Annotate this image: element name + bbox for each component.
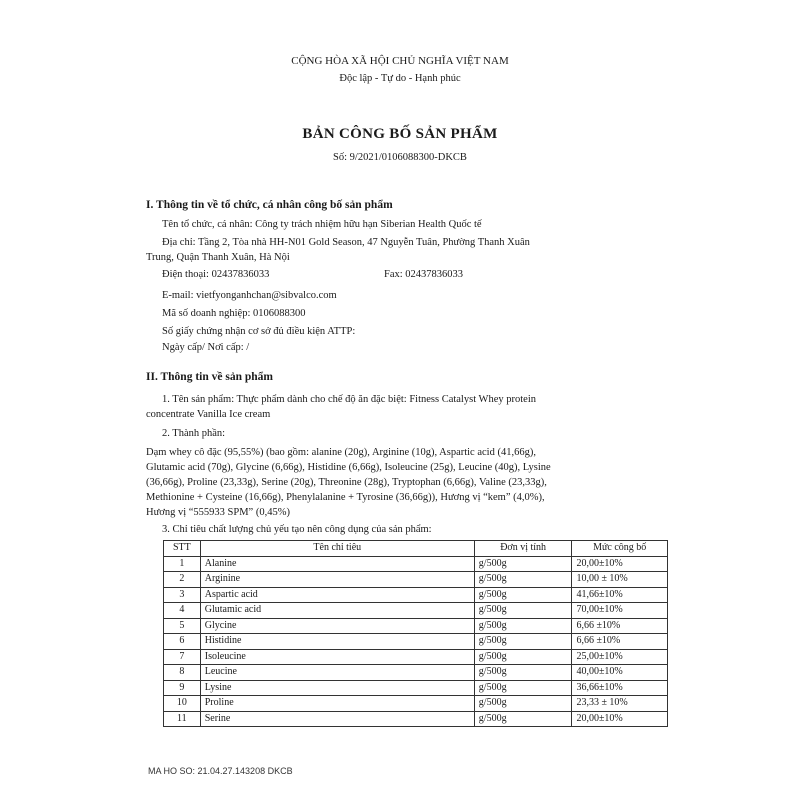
- ingredients-line: (36,66g), Proline (23,33g), Serine (20g), Threonine (28g), Tryptophan (6,66g), Valine (23,33g),: [146, 477, 547, 488]
- table-row: [164, 665, 668, 681]
- row-stt: 5: [164, 618, 201, 634]
- row-unit: g/500g: [474, 634, 572, 650]
- row-unit: g/500g: [474, 711, 572, 727]
- file-code-footer: MA HO SO: 21.04.27.143208 DKCB: [148, 766, 293, 776]
- row-stt: 4: [164, 603, 201, 619]
- table-header-row: [164, 541, 668, 557]
- quality-label: 3. Chỉ tiêu chất lượng chủ yếu tạo nên công dụng của sản phẩm:: [162, 524, 432, 535]
- row-value: 36,66±10%: [572, 680, 668, 696]
- table-row: [164, 680, 668, 696]
- table-row: [164, 618, 668, 634]
- row-name: Proline: [200, 696, 474, 712]
- ingredients-line: Methionine + Cysteine (16,66g), Phenylalanine + Tyrosine (36,66g)), Hương vị “kem” (4,0%),: [146, 492, 545, 503]
- row-stt: 11: [164, 711, 201, 727]
- row-stt: 10: [164, 696, 201, 712]
- row-stt: 8: [164, 665, 201, 681]
- header-name: Tên chỉ tiêu: [200, 541, 474, 557]
- row-unit: g/500g: [474, 680, 572, 696]
- ingredients-label: 2. Thành phần:: [162, 428, 226, 439]
- row-value: 70,00±10%: [572, 603, 668, 619]
- issue-date: Ngày cấp/ Nơi cấp: /: [162, 342, 250, 353]
- row-stt: 2: [164, 572, 201, 588]
- header-stt: STT: [164, 541, 201, 557]
- row-name: Glutamic acid: [200, 603, 474, 619]
- email: E-mail: vietfyonganhchan@sibvalco.com: [162, 290, 337, 301]
- row-value: 20,00±10%: [572, 556, 668, 572]
- section2-heading: II. Thông tin về sản phẩm: [146, 371, 273, 383]
- page-title: BẢN CÔNG BỐ SẢN PHẨM: [302, 126, 498, 142]
- org-name: Tên tổ chức, cá nhân: Công ty trách nhiệm hữu hạn Siberian Health Quốc tế: [162, 219, 482, 230]
- row-value: 40,00±10%: [572, 665, 668, 681]
- header-unit: Đơn vị tính: [474, 541, 572, 557]
- table-row: [164, 634, 668, 650]
- row-value: 6,66 ±10%: [572, 634, 668, 650]
- document-number: Số: 9/2021/0106088300-DKCB: [333, 152, 467, 163]
- row-unit: g/500g: [474, 587, 572, 603]
- certificate: Số giấy chứng nhận cơ sở đủ điều kiện ATTP:: [162, 326, 356, 337]
- row-unit: g/500g: [474, 665, 572, 681]
- ingredients-line: Glutamic acid (70g), Glycine (6,66g), Histidine (6,66g), Isoleucine (25g), Leucine (40g), Lysine: [146, 462, 551, 473]
- row-value: 10,00 ± 10%: [572, 572, 668, 588]
- row-unit: g/500g: [474, 556, 572, 572]
- table-row: [164, 603, 668, 619]
- row-name: Lysine: [200, 680, 474, 696]
- phone: Điện thoại: 02437836033: [162, 269, 270, 280]
- ingredients-line: Hương vị “555933 SPM” (0,45%): [146, 507, 290, 518]
- row-unit: g/500g: [474, 618, 572, 634]
- row-name: Glycine: [200, 618, 474, 634]
- row-name: Leucine: [200, 665, 474, 681]
- row-name: Histidine: [200, 634, 474, 650]
- table-row: [164, 572, 668, 588]
- row-value: 25,00±10%: [572, 649, 668, 665]
- row-name: Serine: [200, 711, 474, 727]
- row-value: 20,00±10%: [572, 711, 668, 727]
- row-stt: 6: [164, 634, 201, 650]
- row-value: 6,66 ±10%: [572, 618, 668, 634]
- product-name-line1: 1. Tên sản phẩm: Thực phẩm dành cho chế độ ăn đặc biệt: Fitness Catalyst Whey protein: [162, 394, 536, 405]
- address-line2: Trung, Quận Thanh Xuân, Hà Nội: [146, 252, 290, 263]
- row-name: Arginine: [200, 572, 474, 588]
- row-name: Isoleucine: [200, 649, 474, 665]
- row-stt: 1: [164, 556, 201, 572]
- table-row: [164, 696, 668, 712]
- row-unit: g/500g: [474, 572, 572, 588]
- header-value: Mức công bố: [572, 541, 668, 557]
- table-row: [164, 587, 668, 603]
- row-name: Aspartic acid: [200, 587, 474, 603]
- product-name-line2: concentrate Vanilla Ice cream: [146, 409, 271, 420]
- fax: Fax: 02437836033: [384, 269, 464, 280]
- table-row: [164, 649, 668, 665]
- motto: Độc lập - Tự do - Hạnh phúc: [339, 73, 461, 84]
- table-row: [164, 711, 668, 727]
- row-value: 23,33 ± 10%: [572, 696, 668, 712]
- row-name: Alanine: [200, 556, 474, 572]
- ingredients-line: Dạm whey cô đặc (95,55%) (bao gồm: alanine (20g), Arginine (10g), Aspartic acid (41,66g),: [146, 447, 536, 458]
- row-unit: g/500g: [474, 649, 572, 665]
- tax-code: Mã số doanh nghiệp: 0106088300: [162, 308, 306, 319]
- section1-heading: I. Thông tin về tổ chức, cá nhân công bố sản phẩm: [146, 199, 393, 211]
- row-unit: g/500g: [474, 603, 572, 619]
- nation-header: CỘNG HÒA XÃ HỘI CHỦ NGHĨA VIỆT NAM: [291, 55, 509, 67]
- row-stt: 7: [164, 649, 201, 665]
- row-stt: 3: [164, 587, 201, 603]
- row-unit: g/500g: [474, 696, 572, 712]
- address-line1: Địa chỉ: Tầng 2, Tòa nhà HH-N01 Gold Season, 47 Nguyễn Tuân, Phường Thanh Xuân: [162, 237, 530, 248]
- row-stt: 9: [164, 680, 201, 696]
- row-value: 41,66±10%: [572, 587, 668, 603]
- quality-table: [163, 540, 668, 727]
- table-row: [164, 556, 668, 572]
